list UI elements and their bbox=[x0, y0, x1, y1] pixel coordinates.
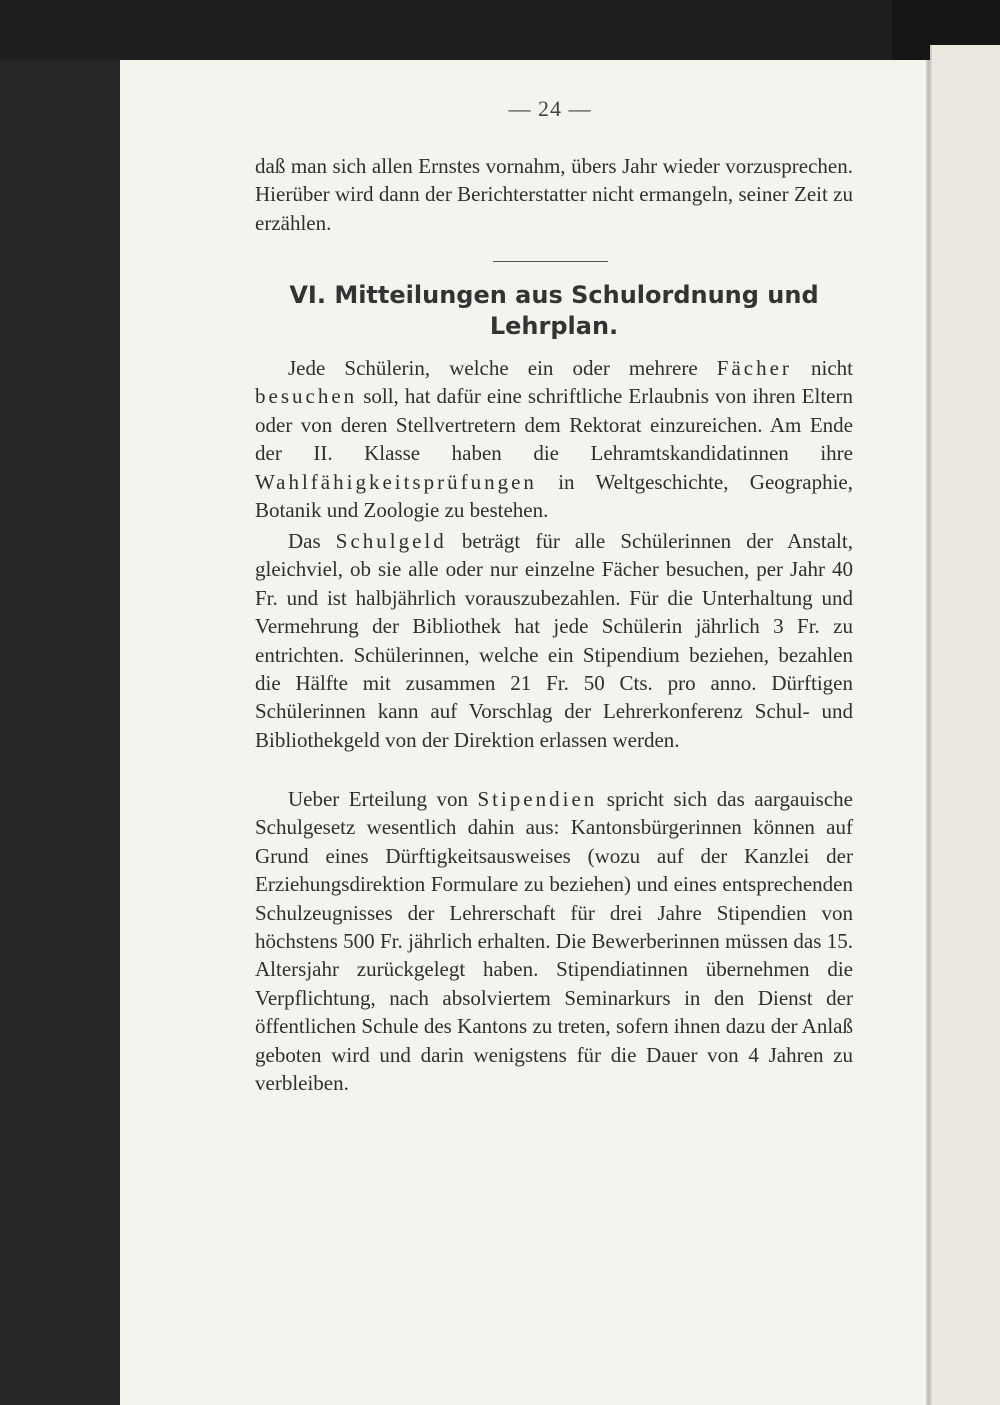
paragraph-1-text-c: nicht bbox=[791, 356, 853, 380]
section-divider bbox=[493, 261, 608, 262]
paragraph-1-emphasis-besuchen: besuchen bbox=[255, 384, 358, 409]
paragraph-2-text-c: beträgt für alle Schülerinnen der Anstalt, gleichviel, ob sie alle oder nur einzelne Fächer besuchen, per Jahr 40 Fr. und ist halbjährlich vorauszubezahlen. Für die Unterhaltung und Vermehrung der Bibliothek hat jede Schülerin jährlich 3 Fr. zu entrichten. Schülerinnen, welche ein Stipendium beziehen, bezahlen die Hälfte mit zusammen 21 Fr. 50 Cts. pro anno. Dürftigen Schülerinnen kann auf Vorschlag der Lehrerkonferenz Schul- und Bibliothekgeld von der Direktion erlassen werden. bbox=[255, 529, 853, 752]
paragraph-1-text-a: Jede Schülerin, welche ein oder mehrere bbox=[288, 356, 717, 380]
paragraph-3 bbox=[255, 785, 853, 1097]
paragraph-1-text-e: soll, hat dafür eine schriftliche Erlaubnis von ihren Eltern oder von deren Stellvertretern dem Rektorat einzureichen. Am Ende der II. Klasse haben die Lehramtskandidatinnen ihre bbox=[255, 384, 853, 466]
paragraph-2 bbox=[255, 527, 853, 754]
paragraph-2-emphasis-schulgeld: Schulgeld bbox=[335, 529, 447, 553]
scan-background-top bbox=[0, 0, 1000, 60]
paragraph-1 bbox=[255, 354, 853, 524]
paragraph-3-text-a: Ueber Erteilung von bbox=[288, 787, 478, 811]
intro-paragraph: daß man sich allen Ernstes vornahm, übers Jahr wieder vorzusprechen. Hierüber wird dann der Berichterstatter nicht ermangeln, seiner Zeit zu erzählen. bbox=[255, 154, 853, 235]
page-number: — 24 — bbox=[508, 96, 592, 121]
paragraph-1-emphasis-faecher: Fächer bbox=[716, 356, 792, 380]
section-heading: VI. Mitteilungen aus Schulordnung und Lehrplan. bbox=[289, 281, 819, 340]
paragraph-3-emphasis-stipendien: Stipendien bbox=[477, 787, 598, 811]
adjacent-page-edge bbox=[930, 45, 1000, 1405]
paragraph-3-text-c: spricht sich das aargauische Schulgesetz wesentlich dahin aus: Kantonsbürgerinnen können auf Grund eines Dürftigkeitsausweises (wozu auf der Kanzlei der Erziehungsdirektion Formulare zu beziehen) und eines entsprechenden Schulzeugnisses der Lehrerschaft für drei Jahre Stipendien von höchstens 500 Fr. jährlich erhalten. Die Bewerberinnen müssen das 15. Altersjahr zurückgelegt haben. Stipendiatinnen übernehmen die Verpflichtung, nach absolviertem Seminarkurs in den Dienst der öffentlichen Schule des Kantons zu treten, sofern ihnen dazu der Anlaß geboten wird und darin wenigstens für die Dauer von 4 Jahren zu verbleiben. bbox=[255, 787, 853, 1096]
paragraph-2-text-a: Das bbox=[288, 529, 336, 553]
paragraph-1-text-g: in Weltgeschichte, Geographie, Botanik und Zoologie zu bestehen. bbox=[255, 469, 853, 523]
paragraph-1-emphasis-wahlfaehigkeit: Wahlfähigkeitsprüfungen bbox=[255, 469, 537, 494]
page-gutter bbox=[926, 60, 932, 1405]
